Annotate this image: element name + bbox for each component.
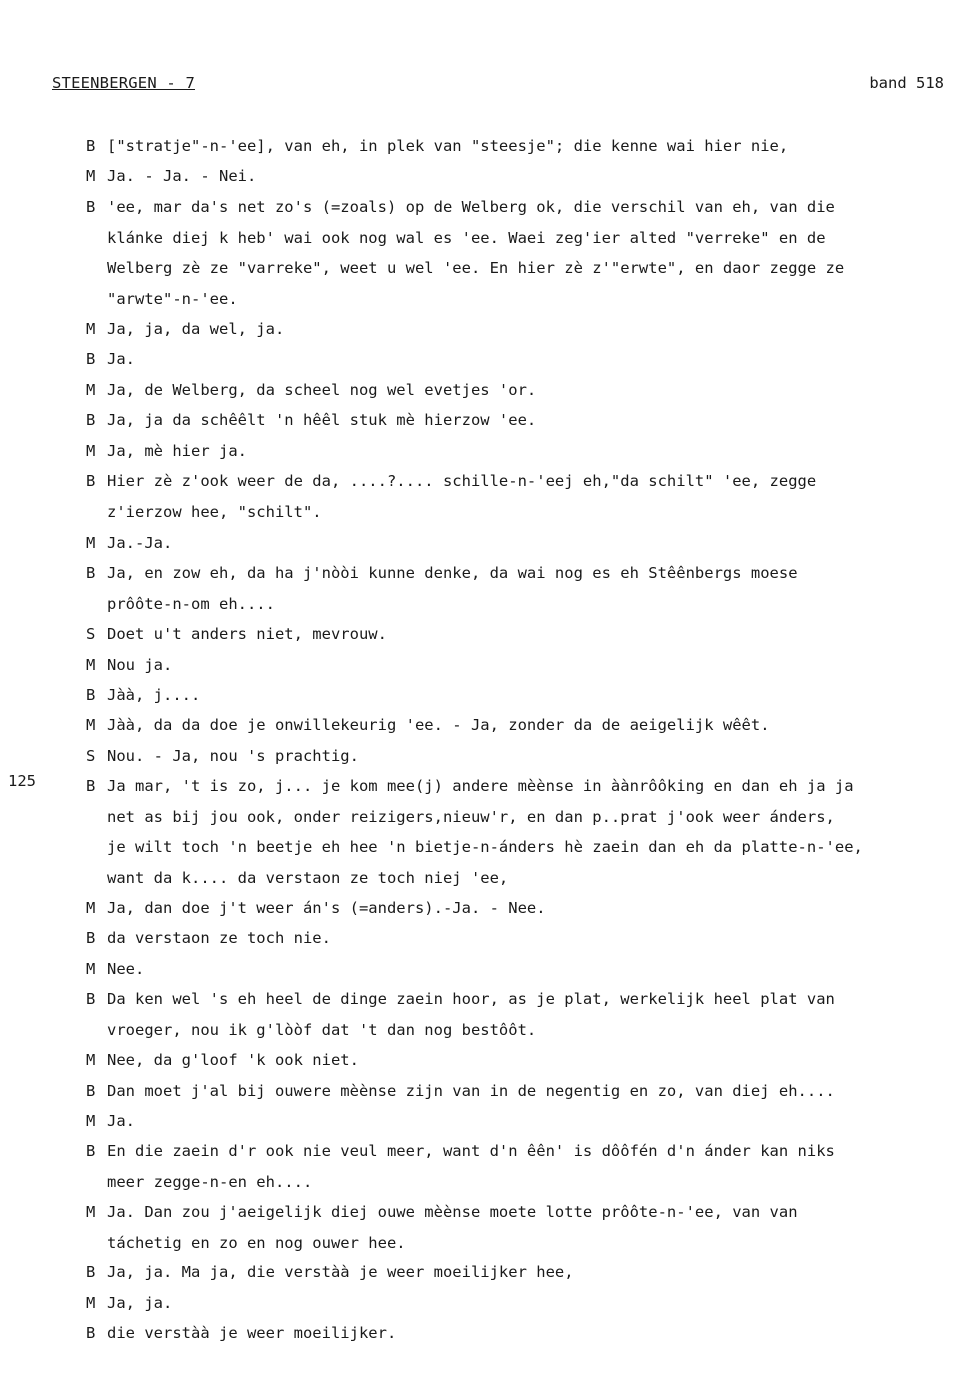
turn [86, 680, 956, 711]
transcript-line: 'ee, mar da's net zo's (=zoals) op de Welberg ok, die verschil van eh, van die [107, 198, 835, 216]
transcript-line: da verstaon ze toch nie. [107, 929, 331, 947]
turn [86, 558, 956, 619]
speaker-label: M [86, 1294, 96, 1312]
transcript-line: Ja, en zow eh, da ha j'nòòi kunne denke, da wai nog es eh Stêênbergs moese [107, 564, 798, 582]
speaker-label: B [86, 777, 96, 795]
speaker-label: M [86, 534, 96, 552]
turn [86, 771, 956, 893]
speaker-label: B [86, 137, 96, 155]
transcript-line: klánke diej k heb' wai ook nog wal es 'ee. Waei zeg'ier alted "verreke" en de [107, 228, 826, 247]
speaker-label: M [86, 656, 96, 674]
speaker-label: M [86, 167, 96, 185]
speaker-label: M [86, 320, 96, 338]
speaker-label: M [86, 381, 96, 399]
turn [86, 741, 956, 772]
transcript-line: Ja. Dan zou j'aeigelijk diej ouwe mèènse moete lotte prôôte-n-'ee, van van [107, 1203, 798, 1221]
turn [86, 528, 956, 559]
speaker-label: B [86, 686, 96, 704]
turn [86, 1288, 956, 1319]
transcript-line: vroeger, nou ik g'lòòf dat 't dan nog bestôôt. [107, 1020, 537, 1039]
speaker-label: B [86, 198, 96, 216]
turn [86, 954, 956, 985]
transcript-line: Ja, de Welberg, da scheel nog wel evetjes 'or. [107, 381, 537, 399]
transcript-line: die verstàà je weer moeilijker. [107, 1324, 397, 1342]
line-number: 125 [8, 772, 36, 790]
turn [86, 1136, 956, 1197]
turn [86, 1318, 956, 1349]
transcript-line: Welberg zè ze "varreke", weet u wel 'ee. En hier zè z'"erwte", en daor zegge ze [107, 259, 845, 277]
transcript-line: want da k.... da verstaon ze toch niej 'ee, [107, 868, 509, 887]
transcript-line: Jàà, da da doe je onwillekeurig 'ee. - Ja, zonder da de aeigelijk wêêt. [107, 716, 770, 734]
speaker-label: M [86, 442, 96, 460]
transcript-line: Dan moet j'al bij ouwere mèènse zijn van in de negentig en zo, van diej eh.... [107, 1082, 835, 1100]
transcript-line: Ja, ja, da wel, ja. [107, 320, 285, 338]
transcript-line: En die zaein d'r ook nie veul meer, want d'n êên' is dôôfén d'n ánder kan niks [107, 1142, 835, 1160]
turn [86, 650, 956, 681]
speaker-label: M [86, 960, 96, 978]
transcript-line: prôôte-n-om eh.... [107, 594, 275, 613]
speaker-label: B [86, 1263, 96, 1281]
band-number: band 518 [869, 74, 944, 92]
turn [86, 344, 956, 375]
turn [86, 1197, 956, 1258]
transcript-line: Nee, da g'loof 'k ook niet. [107, 1051, 359, 1069]
transcript-line: Ja.-Ja. [107, 534, 173, 552]
transcript-line: Hier zè z'ook weer de da, ....?.... schille-n-'eej eh,"da schilt" 'ee, zegge [107, 472, 817, 490]
turn [86, 1045, 956, 1076]
transcript-line: Ja. - Ja. - Nei. [107, 167, 257, 185]
turn [86, 619, 956, 650]
transcript-line: Ja mar, 't is zo, j... je kom mee(j) andere mèènse in àànrôôking en dan eh ja ja [107, 777, 854, 795]
transcript-line: Nou ja. [107, 656, 173, 674]
turn [86, 1106, 956, 1137]
speaker-label: S [86, 625, 96, 643]
transcript-line: Nou. - Ja, nou 's prachtig. [107, 747, 359, 765]
speaker-label: M [86, 1203, 96, 1221]
transcript-line: Jàà, j.... [107, 686, 201, 704]
speaker-label: S [86, 747, 96, 765]
turn [86, 710, 956, 741]
transcript-line: net as bij jou ook, onder reizigers,nieuw'r, en dan p..prat j'ook weer ánders, [107, 807, 835, 826]
speaker-label: B [86, 1082, 96, 1100]
transcript-line: Ja, mè hier ja. [107, 442, 247, 460]
speaker-label: M [86, 716, 96, 734]
transcript-line: táchetig en zo en nog ouwer hee. [107, 1233, 406, 1252]
transcript-line: meer zegge-n-en eh.... [107, 1172, 313, 1191]
transcript-line: ["stratje"-n-'ee], van eh, in plek van "steesje"; die kenne wai hier nie, [107, 137, 789, 155]
turn [86, 405, 956, 436]
speaker-label: M [86, 899, 96, 917]
transcript-line: z'ierzow hee, "schilt". [107, 502, 322, 521]
speaker-label: M [86, 1112, 96, 1130]
turn [86, 984, 956, 1045]
speaker-label: M [86, 1051, 96, 1069]
transcript-line: Nee. [107, 960, 145, 978]
turn [86, 375, 956, 406]
transcript-line: Ja, ja. [107, 1294, 173, 1312]
speaker-label: B [86, 564, 96, 582]
transcript-line: Doet u't anders niet, mevrouw. [107, 625, 387, 643]
turn [86, 161, 956, 192]
transcript-line: Ja, dan doe j't weer án's (=anders).-Ja. - Nee. [107, 899, 546, 917]
transcript-line: Da ken wel 's eh heel de dinge zaein hoor, as je plat, werkelijk heel plat van [107, 990, 835, 1008]
speaker-label: B [86, 472, 96, 490]
speaker-label: B [86, 990, 96, 1008]
turn [86, 192, 956, 314]
transcript-line: Ja, ja. Ma ja, die verstàà je weer moeilijker hee, [107, 1263, 574, 1281]
transcript-line: "arwte"-n-'ee. [107, 289, 238, 308]
turn [86, 131, 956, 162]
transcript-line: Ja. [107, 350, 135, 368]
turn [86, 923, 956, 954]
speaker-label: B [86, 350, 96, 368]
speaker-label: B [86, 929, 96, 947]
speaker-label: B [86, 411, 96, 429]
speaker-label: B [86, 1142, 96, 1160]
turn [86, 466, 956, 527]
turn [86, 436, 956, 467]
transcript-line: je wilt toch 'n beetje eh hee 'n bietje-n-ánders hè zaein dan eh da platte-n-'ee, [107, 838, 863, 856]
turn [86, 314, 956, 345]
page-title: STEENBERGEN - 7 [52, 74, 195, 92]
transcript-line: Ja. [107, 1112, 135, 1130]
transcript-line: Ja, ja da schêêlt 'n hêêl stuk mè hierzow 'ee. [107, 411, 537, 429]
turn [86, 893, 956, 924]
turn [86, 1076, 956, 1107]
turn [86, 1257, 956, 1288]
speaker-label: B [86, 1324, 96, 1342]
